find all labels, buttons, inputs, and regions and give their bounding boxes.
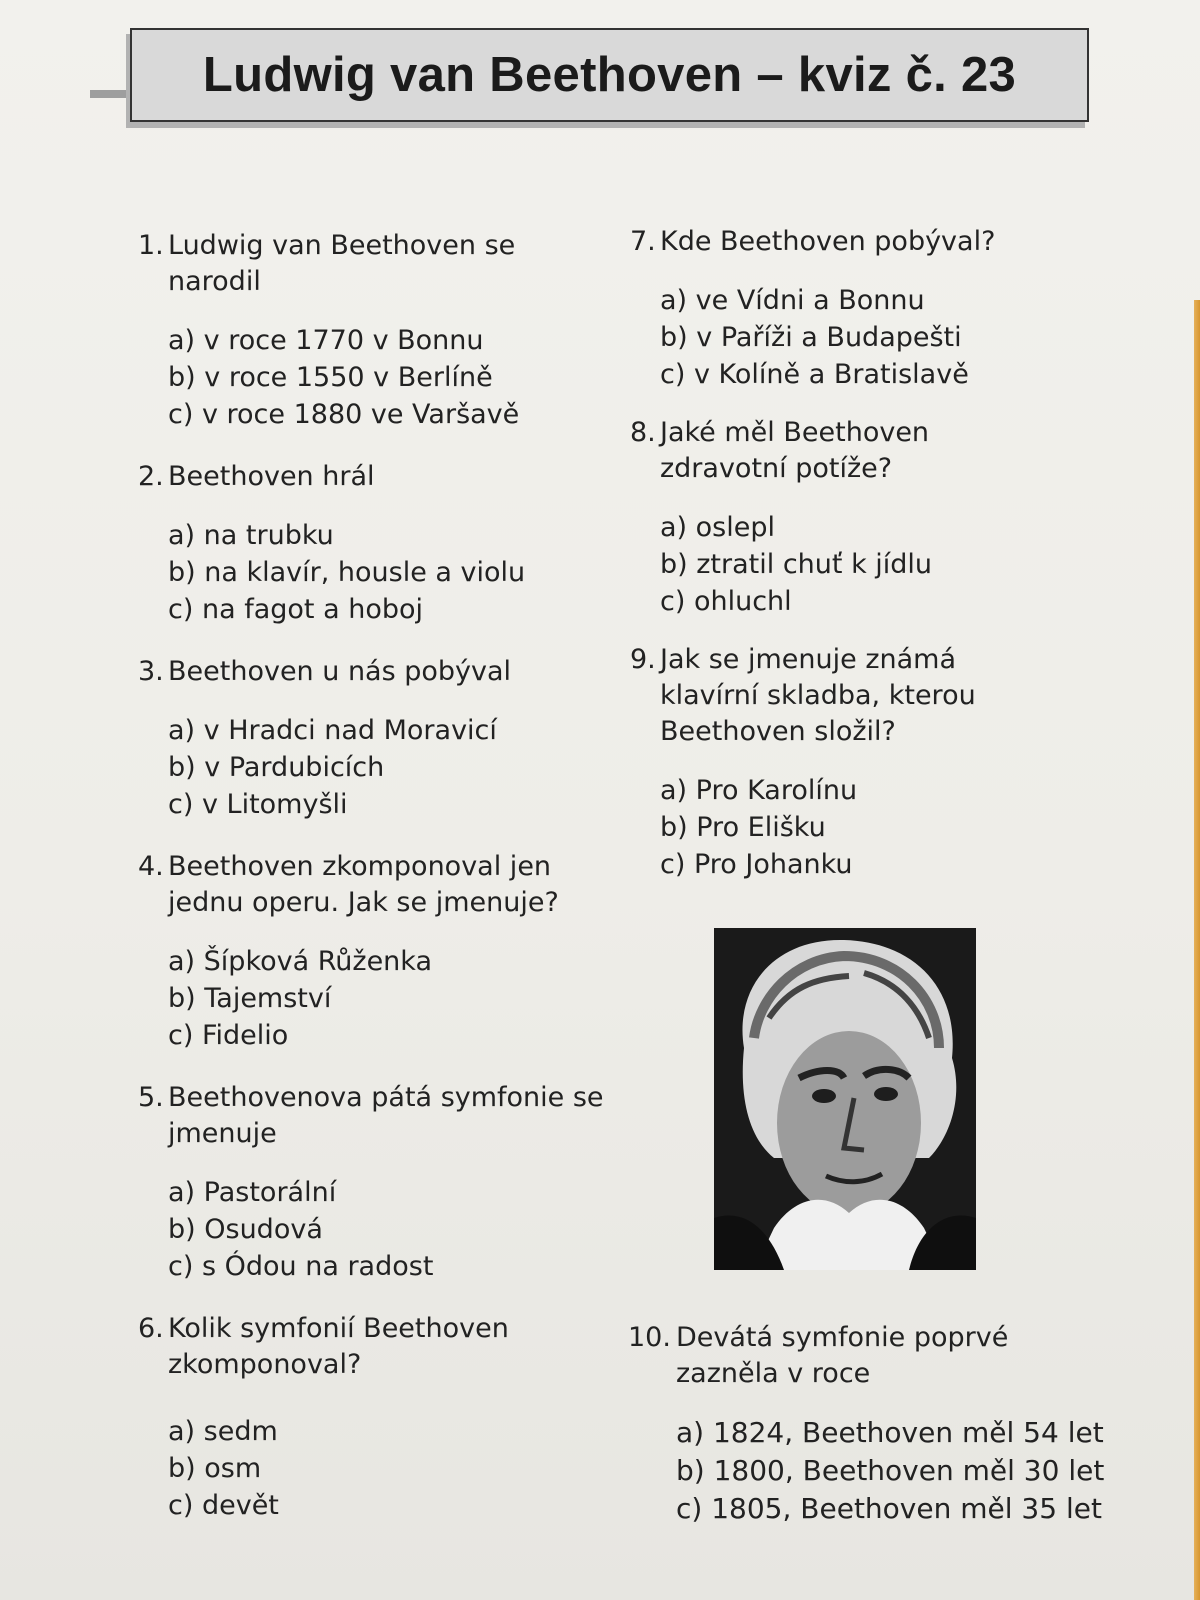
answer-option: b) Tajemství <box>168 983 332 1014</box>
question-number: 3. <box>138 656 164 687</box>
question-text: Kde Beethoven pobýval? <box>660 226 996 257</box>
answer-list <box>138 943 608 1054</box>
page-title: Ludwig van Beethoven – kviz č. 23 <box>202 48 1017 102</box>
answer-option: c) 1805, Beethoven měl 35 let <box>676 1492 1102 1525</box>
question-text: Jak se jmenuje známá klavírní skladba, kterou Beethoven složil? <box>660 644 976 747</box>
answer-option: a) Pastorální <box>168 1177 337 1208</box>
answer-list <box>630 772 1120 883</box>
question-text: Beethoven u nás pobýval <box>168 656 512 687</box>
answer-option: b) Pro Elišku <box>660 812 826 843</box>
answer-list <box>138 322 608 433</box>
answer-option: c) Pro Johanku <box>660 849 853 880</box>
answer-option: b) osm <box>168 1453 262 1484</box>
question-text: Devátá symfonie poprvé zazněla v roce <box>676 1322 1009 1389</box>
answer-option: c) ohluchl <box>660 586 792 617</box>
answer-option: a) v Hradci nad Moravicí <box>168 715 497 746</box>
answer-option: a) sedm <box>168 1416 278 1447</box>
question-3 <box>138 654 608 823</box>
right-column <box>630 224 1120 903</box>
answer-option: c) s Ódou na radost <box>168 1251 434 1282</box>
answer-list <box>138 1174 608 1285</box>
question-number: 6. <box>138 1313 164 1344</box>
beethoven-portrait-icon <box>714 928 976 1270</box>
answer-list <box>138 517 608 628</box>
answer-list <box>138 1413 608 1524</box>
answer-option: a) ve Vídni a Bonnu <box>660 285 925 316</box>
answer-option: a) v roce 1770 v Bonnu <box>168 325 484 356</box>
question-5 <box>138 1080 608 1285</box>
question-number: 8. <box>630 417 656 448</box>
question-text: Beethoven hrál <box>168 461 375 492</box>
question-number: 1. <box>138 230 164 261</box>
title-box <box>130 28 1089 122</box>
left-column <box>138 228 608 1544</box>
answer-option: b) v Paříži a Budapešti <box>660 322 962 353</box>
question-6 <box>138 1311 608 1524</box>
answer-list <box>628 1414 1108 1528</box>
answer-option: c) v Litomyšli <box>168 789 348 820</box>
question-number: 5. <box>138 1082 164 1113</box>
question-4 <box>138 849 608 1054</box>
question-10 <box>628 1320 1108 1528</box>
question-text: Jaké měl Beethoven zdravotní potíže? <box>660 417 930 484</box>
answer-option: c) devět <box>168 1490 279 1521</box>
question-text: Kolik symfonií Beethoven zkomponoval? <box>168 1313 509 1380</box>
answer-option: b) na klavír, housle a violu <box>168 557 526 588</box>
question-text: Beethovenova pátá symfonie se jmenuje <box>168 1082 604 1149</box>
answer-option: a) oslepl <box>660 512 776 543</box>
page-edge-tab <box>1194 300 1200 1600</box>
question-number: 9. <box>630 644 656 675</box>
title-banner <box>90 22 1110 132</box>
question-number: 7. <box>630 226 656 257</box>
answer-option: c) v roce 1880 ve Varšavě <box>168 399 520 430</box>
answer-option: c) v Kolíně a Bratislavě <box>660 359 969 390</box>
question-number: 4. <box>138 851 164 882</box>
answer-list <box>630 509 1120 620</box>
question-9 <box>630 642 1120 883</box>
question-1 <box>138 228 608 433</box>
answer-option: b) v roce 1550 v Berlíně <box>168 362 493 393</box>
answer-option: b) Osudová <box>168 1214 323 1245</box>
question-2 <box>138 459 608 628</box>
answer-option: b) ztratil chuť k jídlu <box>660 549 933 580</box>
question-number: 2. <box>138 461 164 492</box>
answer-option: a) Šípková Růženka <box>168 946 433 977</box>
question-8 <box>630 415 1120 620</box>
answer-option: c) na fagot a hoboj <box>168 594 423 625</box>
answer-option: a) Pro Karolínu <box>660 775 858 806</box>
question-7 <box>630 224 1120 393</box>
answer-option: a) 1824, Beethoven měl 54 let <box>676 1416 1104 1449</box>
answer-list <box>138 712 608 823</box>
answer-option: a) na trubku <box>168 520 334 551</box>
portrait-illustration <box>714 928 976 1270</box>
question-text: Beethoven zkomponoval jen jednu operu. Jak se jmenuje? <box>168 851 559 918</box>
question-text: Ludwig van Beethoven se narodil <box>168 230 516 297</box>
answer-list <box>630 282 1120 393</box>
answer-option: b) 1800, Beethoven měl 30 let <box>676 1454 1105 1487</box>
answer-option: b) v Pardubicích <box>168 752 385 783</box>
question-number: 10. <box>628 1322 671 1353</box>
answer-option: c) Fidelio <box>168 1020 289 1051</box>
